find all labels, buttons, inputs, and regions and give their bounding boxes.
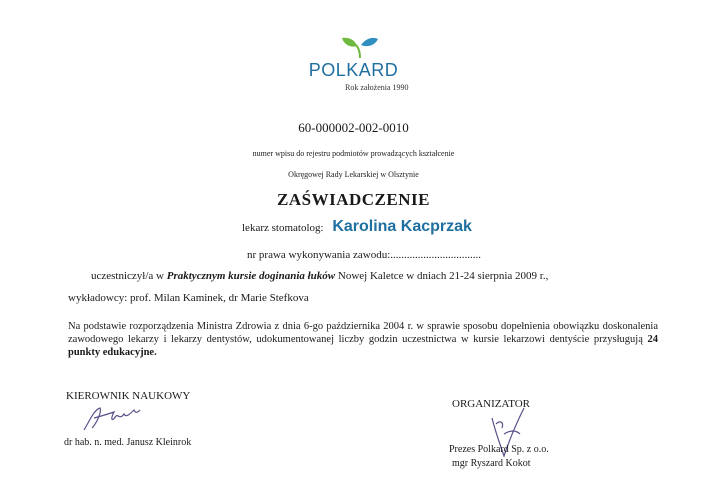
registry-description: numer wpisu do rejestru podmiotów prowadzących kształcenie	[252, 149, 455, 158]
registry-number: 60-000002-002-0010	[298, 120, 409, 135]
signature-scientific-head	[80, 402, 142, 434]
statement-paragraph	[68, 320, 658, 359]
organizer-position: Prezes Polkard Sp. z o.o.	[449, 444, 549, 455]
founded-year: Rok założenia 1990	[345, 83, 409, 92]
scientific-head-title: KIEROWNIK NAUKOWY	[66, 390, 191, 402]
license-number: nr prawa wykonywania zawodu:.................................	[247, 249, 482, 261]
course-name: Praktycznym kursie doginania łuków	[166, 270, 336, 282]
scientific-head-name: dr hab. n. med. Janusz Kleinrok	[64, 437, 192, 448]
recipient-role: lekarz stomatolog:	[242, 222, 324, 234]
course-prefix: uczestniczył/a w	[91, 270, 164, 282]
course-participation	[91, 270, 548, 282]
sprout-icon	[341, 36, 379, 58]
recipient-row	[242, 218, 472, 236]
education-points: 24 punkty edukacyjne.	[68, 334, 659, 358]
organizer-name: mgr Ryszard Kokot	[452, 458, 531, 469]
lecturers: wykładowcy: prof. Milan Kaminek, dr Marie Stefkova	[68, 292, 309, 304]
brand-name: POLKARD	[308, 60, 399, 80]
course-suffix: Nowej Kaletce w dniach 21-24 sierpnia 2009 r.,	[337, 270, 549, 282]
organizer-title: ORGANIZATOR	[452, 398, 531, 410]
statement-text: Na podstawie rozporządzenia Ministra Zdrowia z dnia 6-go października 2004 r. w sprawie sposobu dopełnienia obowiązku doskonalenia zawodowego lekarzy i lekarzy dentystów, udokumentowanej liczby godzin uczestnictwa w kursie lekarzowi dentyście przysługują	[68, 321, 658, 345]
document-title: ZAŚWIADCZENIE	[277, 190, 430, 209]
registry-council: Okręgowej Rady Lekarskiej w Olsztynie	[288, 170, 419, 179]
recipient-name: Karolina Kacprzak	[332, 218, 472, 235]
